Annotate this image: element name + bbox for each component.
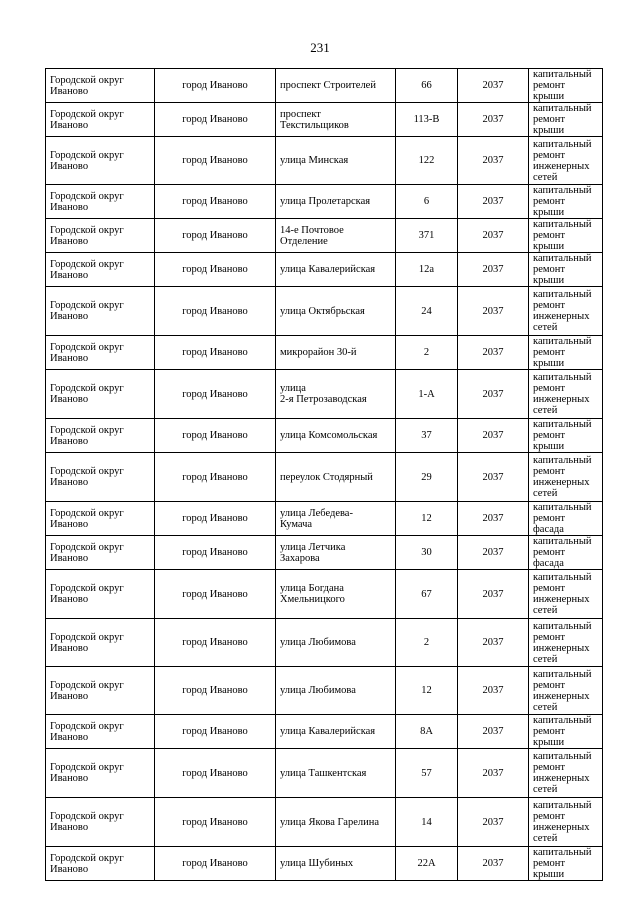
year-cell: [458, 453, 529, 502]
house-number-cell: [396, 370, 458, 419]
year-cell: [458, 502, 529, 536]
house-number-text: 14: [421, 816, 432, 828]
work-type-cell: [529, 453, 603, 502]
street-cell: [276, 502, 396, 536]
year-text: 2037: [482, 155, 504, 166]
year-cell: [458, 798, 529, 847]
work-type-text: капитальный ремонт инженерных сетей: [533, 751, 592, 795]
year-text: 2037: [482, 471, 504, 483]
street-cell: [276, 419, 396, 453]
street-cell: [276, 103, 396, 137]
district-cell: [46, 798, 155, 847]
year-text: 2037: [482, 230, 504, 241]
district-cell: [46, 103, 155, 137]
year-cell: [458, 219, 529, 253]
work-type-text: капитальный ремонт инженерных сетей: [533, 800, 592, 844]
settlement-text: город Иваново: [182, 588, 248, 600]
house-number-cell: [396, 219, 458, 253]
street-cell: [276, 253, 396, 287]
street-text: улица Пролетарская: [280, 196, 371, 207]
district-cell: [46, 847, 155, 881]
work-type-cell: [529, 253, 603, 287]
house-number-text: 8А: [420, 726, 433, 737]
settlement-cell: [155, 419, 276, 453]
district-text: Городской округ Иваново: [50, 149, 124, 172]
settlement-text: город Иваново: [182, 388, 248, 400]
house-number-text: 1-А: [418, 388, 435, 400]
house-number-cell: [396, 419, 458, 453]
house-number-text: 30: [421, 547, 432, 558]
house-number-cell: [396, 798, 458, 847]
house-number-cell: [396, 185, 458, 219]
settlement-text: город Иваново: [182, 637, 248, 648]
table-row: [46, 137, 603, 185]
street-cell: [276, 847, 396, 881]
table-row: [46, 69, 603, 103]
year-text: 2037: [482, 80, 504, 91]
street-cell: [276, 69, 396, 103]
work-type-cell: [529, 502, 603, 536]
year-text: 2037: [482, 196, 504, 207]
house-number-cell: [396, 453, 458, 502]
street-text: 14-е Почтовое Отделение: [280, 224, 344, 247]
work-type-text: капитальный ремонт инженерных сетей: [533, 372, 592, 416]
settlement-text: город Иваново: [182, 471, 248, 483]
work-type-text: капитальный ремонт крыши: [533, 336, 592, 369]
work-type-cell: [529, 336, 603, 370]
settlement-text: город Иваново: [182, 80, 248, 91]
street-cell: [276, 336, 396, 370]
house-number-cell: [396, 137, 458, 185]
street-cell: [276, 536, 396, 570]
work-type-cell: [529, 570, 603, 619]
settlement-text: город Иваново: [182, 685, 248, 696]
settlement-cell: [155, 370, 276, 419]
district-cell: [46, 336, 155, 370]
house-number-text: 6: [423, 196, 430, 207]
settlement-cell: [155, 453, 276, 502]
year-cell: [458, 370, 529, 419]
year-cell: [458, 570, 529, 619]
work-type-text: капитальный ремонт крыши: [533, 847, 592, 880]
year-text: 2037: [482, 685, 504, 696]
district-text: Городской округ Иваново: [50, 762, 124, 784]
street-cell: [276, 370, 396, 419]
settlement-text: город Иваново: [182, 264, 248, 275]
table-row: [46, 336, 603, 370]
street-text: улица Комсомольская: [280, 430, 378, 441]
settlement-cell: [155, 185, 276, 219]
year-text: 2037: [482, 305, 504, 317]
work-type-text: капитальный ремонт крыши: [533, 419, 592, 452]
work-type-text: капитальный ремонт фасада: [533, 502, 592, 535]
work-type-text: капитальный ремонт инженерных сетей: [533, 572, 592, 616]
table-row: [46, 619, 603, 667]
house-number-cell: [396, 570, 458, 619]
table-row: [46, 219, 603, 253]
work-type-cell: [529, 419, 603, 453]
district-text: Городской округ Иваново: [50, 720, 124, 743]
house-number-cell: [396, 749, 458, 798]
street-cell: [276, 137, 396, 185]
work-type-cell: [529, 287, 603, 336]
year-cell: [458, 419, 529, 453]
year-cell: [458, 715, 529, 749]
year-text: 2037: [482, 513, 504, 524]
district-cell: [46, 253, 155, 287]
settlement-cell: [155, 847, 276, 881]
year-cell: [458, 749, 529, 798]
year-text: 2037: [482, 637, 504, 648]
street-cell: [276, 287, 396, 336]
district-cell: [46, 370, 155, 419]
street-text: переулок Стодярный: [280, 471, 373, 483]
district-cell: [46, 619, 155, 667]
year-cell: [458, 69, 529, 103]
year-text: 2037: [482, 547, 504, 558]
work-type-cell: [529, 219, 603, 253]
table-row: [46, 419, 603, 453]
street-cell: [276, 619, 396, 667]
year-text: 2037: [482, 726, 504, 737]
year-text: 2037: [482, 388, 504, 400]
year-cell: [458, 253, 529, 287]
house-number-cell: [396, 69, 458, 103]
year-text: 2037: [482, 347, 504, 358]
street-cell: [276, 749, 396, 798]
district-text: Городской округ Иваново: [50, 507, 124, 530]
settlement-text: город Иваново: [182, 816, 248, 828]
district-text: Городской округ Иваново: [50, 424, 124, 447]
district-text: Городской округ Иваново: [50, 190, 124, 213]
house-number-cell: [396, 667, 458, 715]
settlement-cell: [155, 619, 276, 667]
district-text: Городской округ Иваново: [50, 466, 124, 488]
street-text: улица Октябрьская: [280, 305, 365, 317]
table-row: [46, 715, 603, 749]
house-number-text: 67: [421, 588, 432, 600]
year-cell: [458, 185, 529, 219]
district-text: Городской округ Иваново: [50, 852, 124, 875]
street-cell: [276, 667, 396, 715]
house-number-cell: [396, 502, 458, 536]
table-row: [46, 370, 603, 419]
house-number-cell: [396, 336, 458, 370]
street-cell: [276, 185, 396, 219]
settlement-text: город Иваново: [182, 430, 248, 441]
house-number-text: 122: [418, 155, 435, 166]
year-text: 2037: [482, 264, 504, 275]
district-text: Городской округ Иваново: [50, 811, 124, 833]
district-cell: [46, 287, 155, 336]
district-text: Городской округ Иваново: [50, 108, 124, 131]
work-type-text: капитальный ремонт крыши: [533, 185, 592, 218]
work-type-text: капитальный ремонт крыши: [533, 715, 592, 748]
settlement-text: город Иваново: [182, 305, 248, 317]
house-number-text: 29: [421, 471, 432, 483]
work-type-text: капитальный ремонт крыши: [533, 103, 592, 136]
table-row: [46, 667, 603, 715]
year-cell: [458, 287, 529, 336]
year-text: 2037: [482, 767, 504, 779]
house-number-text: 24: [421, 305, 432, 317]
year-text: 2037: [482, 430, 504, 441]
house-number-text: 2: [423, 347, 430, 358]
street-text: микрорайон 30-й: [280, 347, 357, 358]
settlement-cell: [155, 219, 276, 253]
year-cell: [458, 103, 529, 137]
work-type-cell: [529, 798, 603, 847]
table-row: [46, 453, 603, 502]
year-text: 2037: [482, 588, 504, 600]
page-number: 231: [310, 40, 330, 55]
house-number-cell: [396, 103, 458, 137]
repair-schedule-table: [45, 68, 603, 881]
year-cell: [458, 619, 529, 667]
year-cell: [458, 536, 529, 570]
table-row: [46, 570, 603, 619]
district-text: Городской округ Иваново: [50, 224, 124, 247]
settlement-text: город Иваново: [182, 513, 248, 524]
street-text: улица Любимова: [280, 685, 356, 696]
district-cell: [46, 219, 155, 253]
district-text: Городской округ Иваново: [50, 383, 124, 405]
street-text: улица Летчика Захарова: [280, 541, 346, 564]
table-row: [46, 103, 603, 137]
district-text: Городской округ Иваново: [50, 300, 124, 322]
street-text: улица Богдана Хмельницкого: [280, 583, 345, 605]
table-row: [46, 185, 603, 219]
work-type-text: капитальный ремонт крыши: [533, 253, 592, 286]
street-cell: [276, 798, 396, 847]
street-cell: [276, 453, 396, 502]
house-number-text: 2: [423, 637, 430, 648]
district-text: Городской округ Иваново: [50, 631, 124, 654]
street-text: улица Кавалерийская: [280, 726, 376, 737]
street-text: проспект Строителей: [280, 80, 376, 91]
year-text: 2037: [482, 858, 504, 869]
house-number-text: 66: [421, 80, 432, 91]
house-number-cell: [396, 287, 458, 336]
work-type-cell: [529, 137, 603, 185]
street-cell: [276, 219, 396, 253]
settlement-cell: [155, 253, 276, 287]
house-number-text: 371: [418, 230, 435, 241]
house-number-cell: [396, 253, 458, 287]
settlement-text: город Иваново: [182, 547, 248, 558]
district-cell: [46, 667, 155, 715]
settlement-cell: [155, 798, 276, 847]
work-type-cell: [529, 185, 603, 219]
settlement-cell: [155, 749, 276, 798]
settlement-cell: [155, 69, 276, 103]
work-type-text: капитальный ремонт инженерных сетей: [533, 138, 592, 183]
settlement-text: город Иваново: [182, 196, 248, 207]
district-cell: [46, 419, 155, 453]
work-type-cell: [529, 103, 603, 137]
settlement-cell: [155, 502, 276, 536]
street-text: улица Кавалерийская: [280, 264, 376, 275]
house-number-text: 113-В: [413, 114, 440, 125]
work-type-text: капитальный ремонт фасада: [533, 536, 592, 569]
district-text: Городской округ Иваново: [50, 341, 124, 364]
district-text: Городской округ Иваново: [50, 258, 124, 281]
year-cell: [458, 336, 529, 370]
district-cell: [46, 570, 155, 619]
work-type-cell: [529, 619, 603, 667]
district-text: Городской округ Иваново: [50, 541, 124, 564]
work-type-cell: [529, 715, 603, 749]
district-text: Городской округ Иваново: [50, 679, 124, 702]
district-cell: [46, 185, 155, 219]
settlement-text: город Иваново: [182, 230, 248, 241]
work-type-text: капитальный ремонт крыши: [533, 69, 592, 102]
settlement-text: город Иваново: [182, 347, 248, 358]
settlement-cell: [155, 137, 276, 185]
work-type-text: капитальный ремонт инженерных сетей: [533, 289, 592, 333]
street-cell: [276, 715, 396, 749]
settlement-cell: [155, 336, 276, 370]
table-row: [46, 253, 603, 287]
settlement-text: город Иваново: [182, 114, 248, 125]
street-text: улица Лебедева- Кумача: [280, 507, 353, 530]
settlement-cell: [155, 570, 276, 619]
district-cell: [46, 749, 155, 798]
settlement-text: город Иваново: [182, 726, 248, 737]
work-type-cell: [529, 749, 603, 798]
work-type-text: капитальный ремонт инженерных сетей: [533, 668, 592, 713]
house-number-cell: [396, 619, 458, 667]
district-cell: [46, 536, 155, 570]
street-text: улица Ташкентская: [280, 767, 367, 779]
work-type-cell: [529, 847, 603, 881]
work-type-text: капитальный ремонт инженерных сетей: [533, 620, 592, 665]
year-cell: [458, 667, 529, 715]
table-body: [46, 69, 603, 881]
settlement-text: город Иваново: [182, 858, 248, 869]
district-text: Городской округ Иваново: [50, 74, 124, 97]
settlement-cell: [155, 536, 276, 570]
year-cell: [458, 137, 529, 185]
work-type-cell: [529, 370, 603, 419]
table-row: [46, 847, 603, 881]
settlement-cell: [155, 667, 276, 715]
district-cell: [46, 502, 155, 536]
house-number-text: 12: [421, 685, 432, 696]
work-type-cell: [529, 536, 603, 570]
work-type-cell: [529, 667, 603, 715]
work-type-cell: [529, 69, 603, 103]
house-number-cell: [396, 536, 458, 570]
settlement-cell: [155, 103, 276, 137]
house-number-text: 22А: [417, 858, 436, 869]
district-cell: [46, 715, 155, 749]
table-row: [46, 536, 603, 570]
house-number-text: 37: [421, 430, 432, 441]
street-text: улица Шубиных: [280, 858, 354, 869]
district-text: Городской округ Иваново: [50, 583, 124, 605]
work-type-text: капитальный ремонт инженерных сетей: [533, 455, 592, 499]
street-text: проспект Текстильщиков: [280, 108, 349, 131]
street-text: улица 2-я Петрозаводская: [280, 383, 367, 405]
settlement-cell: [155, 715, 276, 749]
year-text: 2037: [482, 114, 504, 125]
table-row: [46, 749, 603, 798]
street-text: улица Любимова: [280, 637, 356, 648]
settlement-cell: [155, 287, 276, 336]
settlement-text: город Иваново: [182, 155, 248, 166]
work-type-text: капитальный ремонт крыши: [533, 219, 592, 252]
table-row: [46, 798, 603, 847]
table-row: [46, 287, 603, 336]
house-number-cell: [396, 715, 458, 749]
street-text: улица Якова Гарелина: [280, 816, 379, 828]
street-cell: [276, 570, 396, 619]
year-text: 2037: [482, 816, 504, 828]
district-cell: [46, 137, 155, 185]
house-number-text: 57: [421, 767, 432, 779]
year-cell: [458, 847, 529, 881]
district-cell: [46, 69, 155, 103]
settlement-text: город Иваново: [182, 767, 248, 779]
house-number-text: 12: [421, 513, 432, 524]
street-text: улица Минская: [280, 155, 349, 166]
house-number-text: 12а: [418, 264, 435, 275]
district-cell: [46, 453, 155, 502]
table-row: [46, 502, 603, 536]
house-number-cell: [396, 847, 458, 881]
